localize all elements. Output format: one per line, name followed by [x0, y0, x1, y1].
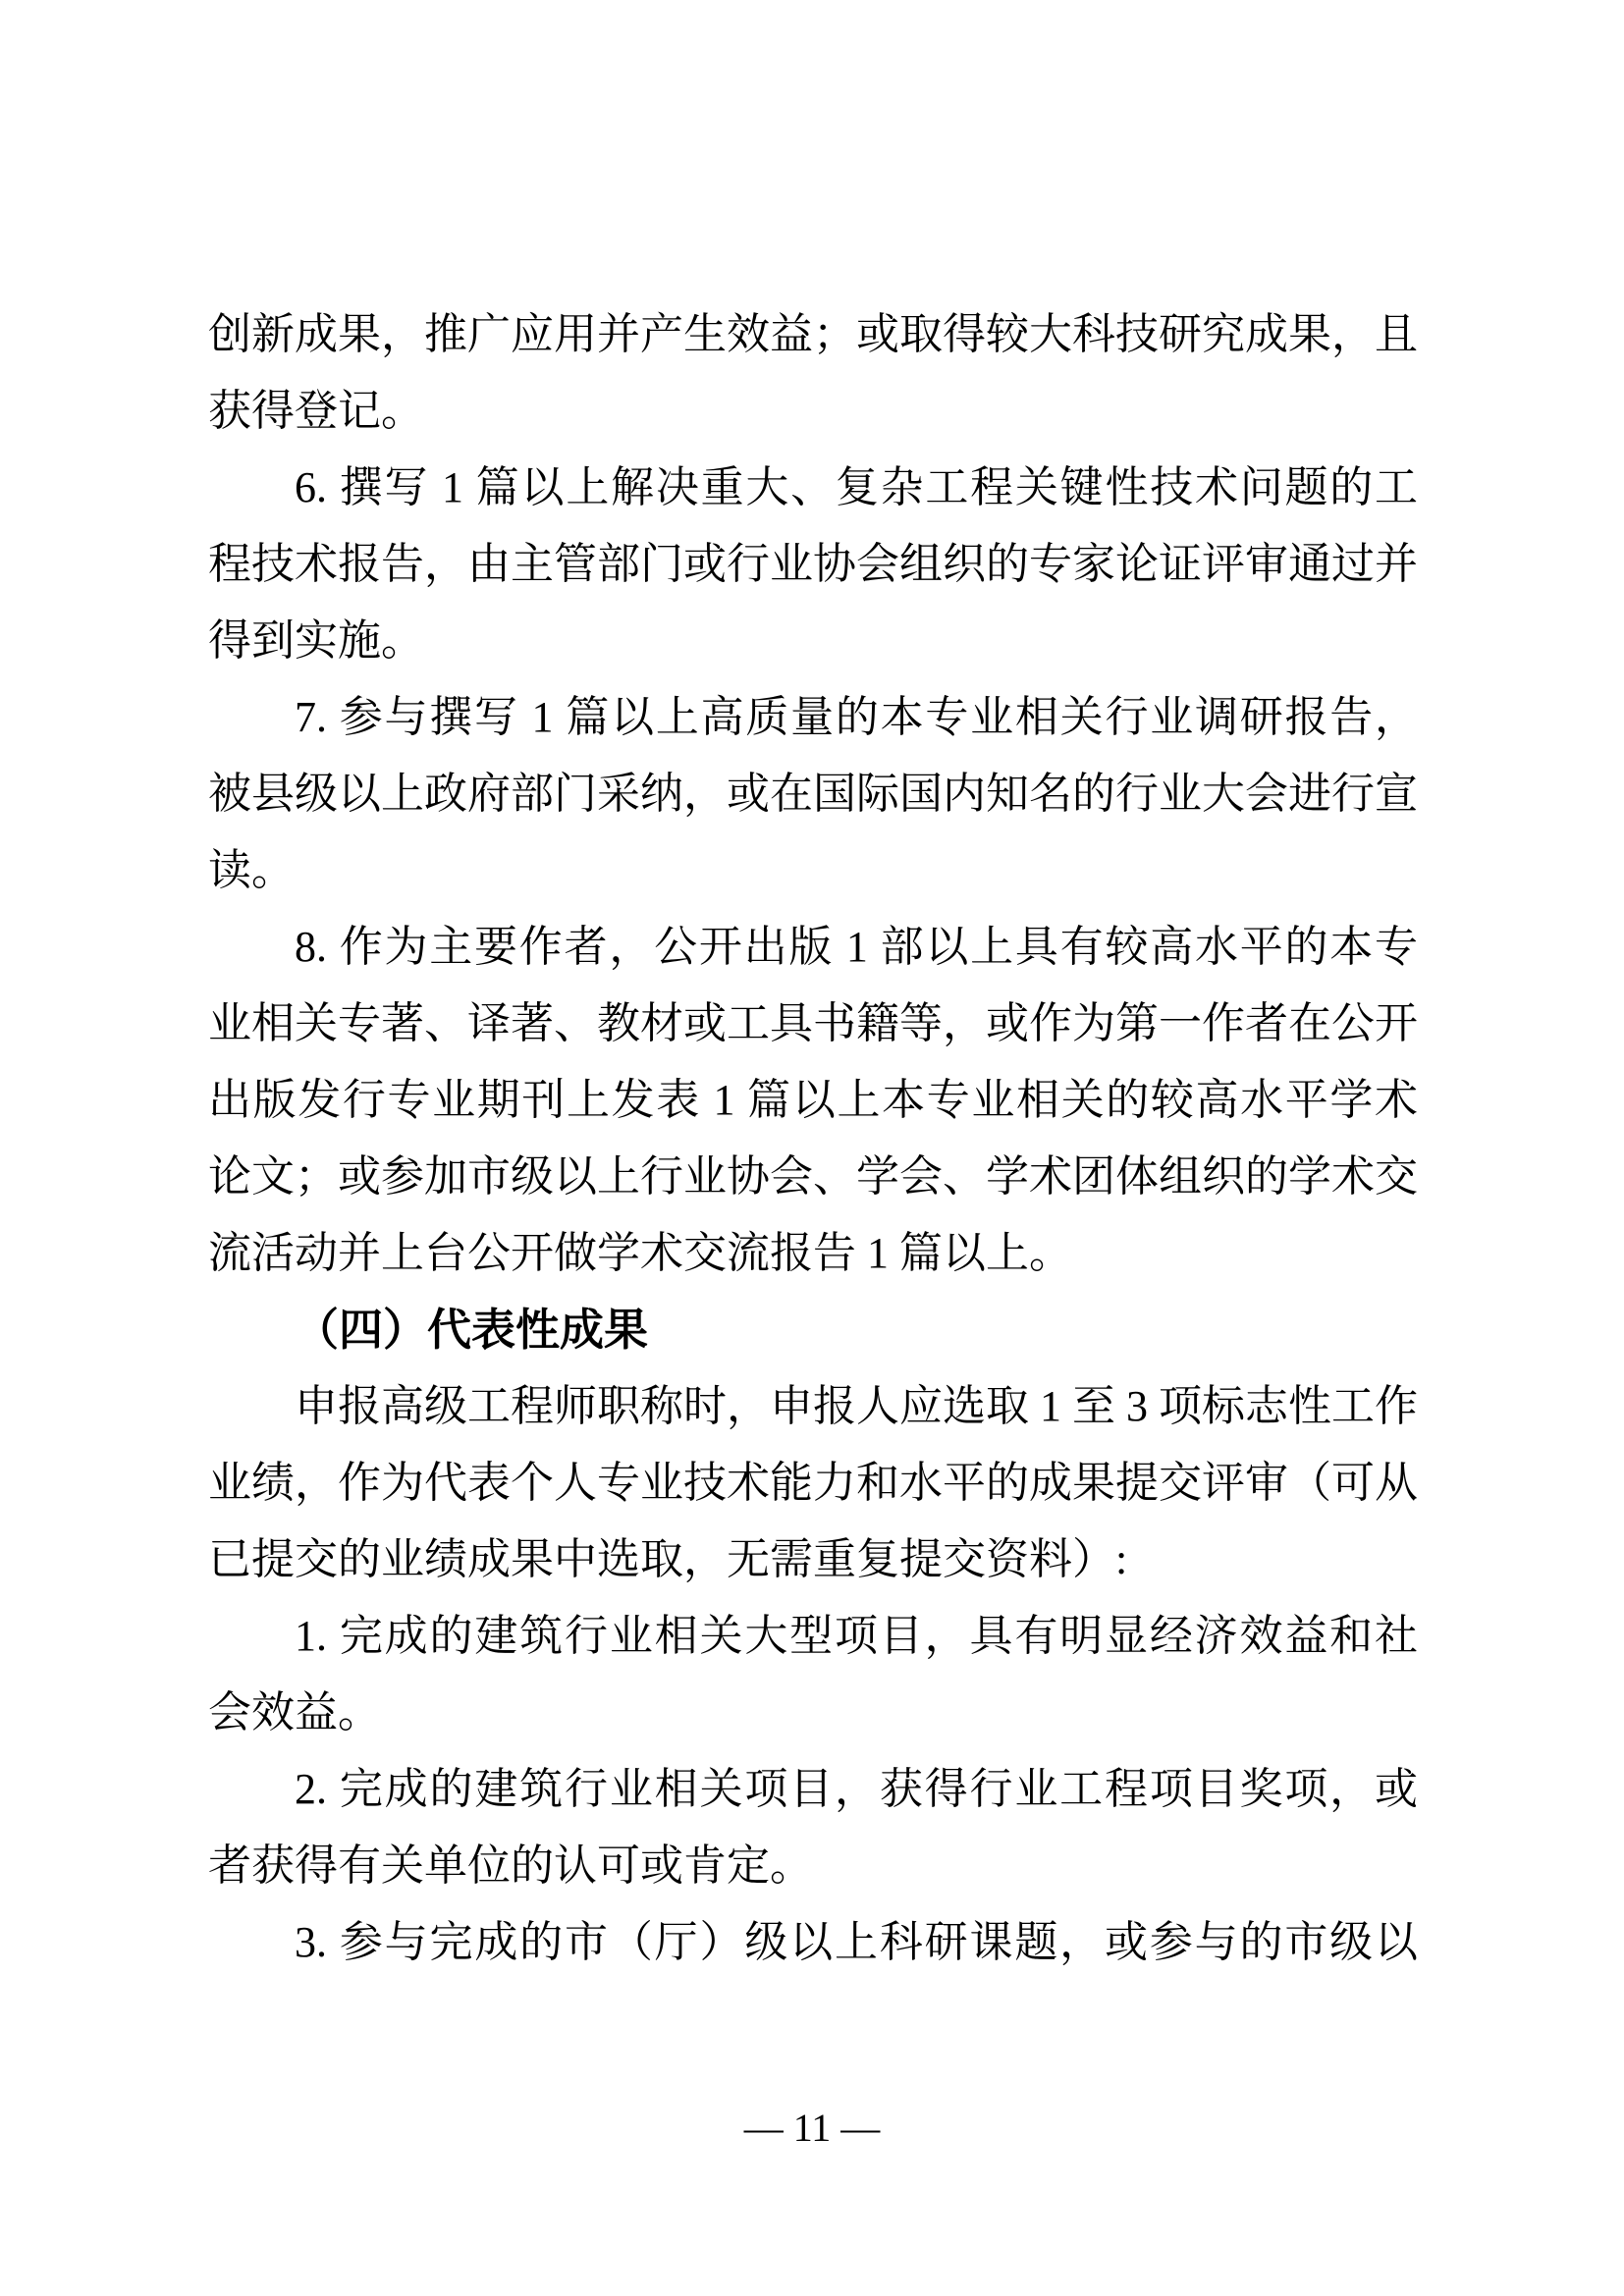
text-line: 已提交的业绩成果中选取，无需重复提交资料）: — [208, 1535, 1128, 1583]
text-line: 论文；或参加市级以上行业协会、学会、学术团体组织的学术交 — [208, 1152, 1418, 1201]
text-line: 流活动并上台公开做学术交流报告 1 篇以上。 — [208, 1229, 1072, 1277]
text-line: 8. 作为主要作者，公开出版 1 部以上具有较高水平的本专 — [295, 923, 1418, 971]
text-line: 业绩，作为代表个人专业技术能力和水平的成果提交评审（可从 — [208, 1459, 1418, 1507]
text-line: 出版发行专业期刊上发表 1 篇以上本专业相关的较高水平学术 — [208, 1076, 1418, 1124]
text-line: 被县级以上政府部门采纳，或在国际国内知名的行业大会进行宣 — [208, 770, 1418, 818]
text-line: 1. 完成的建筑行业相关大型项目，具有明显经济效益和社 — [295, 1612, 1418, 1660]
text-line: 会效益。 — [208, 1688, 381, 1736]
text-line: 6. 撰写 1 篇以上解决重大、复杂工程关键性技术问题的工 — [295, 463, 1418, 511]
text-line: 获得登记。 — [208, 387, 424, 435]
text-line: 程技术报告，由主管部门或行业协会组织的专家论证评审通过并 — [208, 540, 1418, 588]
text-line: 得到实施。 — [208, 616, 424, 665]
text-line: 7. 参与撰写 1 篇以上高质量的本专业相关行业调研报告， — [295, 693, 1418, 741]
text-line: 2. 完成的建筑行业相关项目，获得行业工程项目奖项，或 — [295, 1765, 1418, 1813]
text-line: 创新成果，推广应用并产生效益；或取得较大科技研究成果，且 — [208, 310, 1418, 358]
text-line: 3. 参与完成的市（厅）级以上科研课题，或参与的市级以 — [295, 1918, 1418, 1966]
page-number: — 11 — — [743, 2106, 881, 2150]
document-body — [208, 296, 1418, 1981]
text-line: 申报高级工程师职称时，申报人应选取 1 至 3 项标志性工作 — [295, 1382, 1418, 1430]
text-line: 读。 — [208, 846, 295, 894]
text-line: 者获得有关单位的认可或肯定。 — [208, 1842, 813, 1890]
section-heading: （四）代表性成果 — [295, 1306, 649, 1355]
text-line: 业相关专著、译著、教材或工具书籍等，或作为第一作者在公开 — [208, 999, 1418, 1047]
